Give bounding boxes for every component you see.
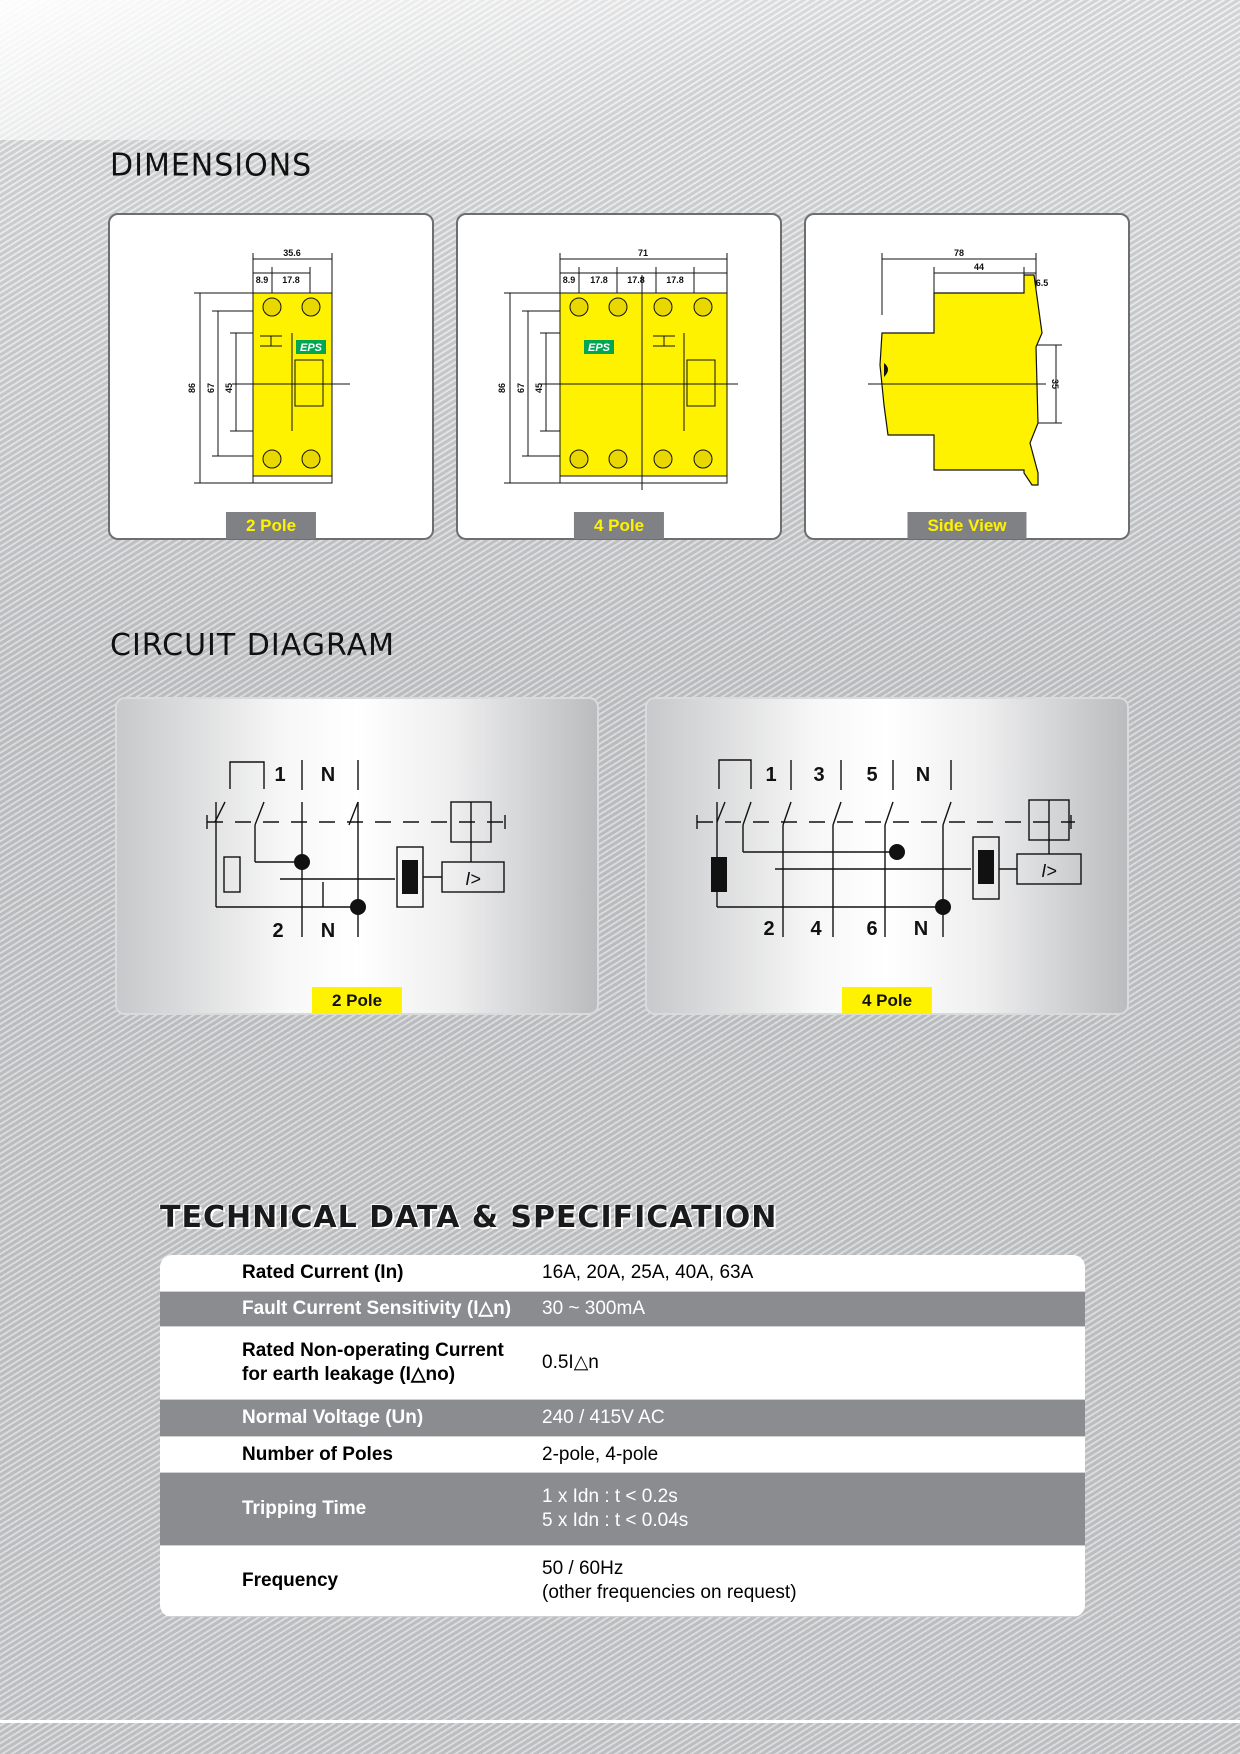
dim-height-1: 86: [497, 382, 507, 394]
spec-row: [160, 1473, 1085, 1546]
circuit-schematic-4-pole: [645, 697, 1129, 1015]
terminal-top-1: 1: [274, 764, 286, 786]
spec-key: Normal Voltage (Un): [242, 1407, 424, 1428]
circuit-label-4-pole: 4 Pole: [842, 987, 932, 1014]
spec-value-line: 2-pole, 4-pole: [542, 1443, 659, 1465]
terminal-bottom-n: N: [913, 918, 929, 940]
spec-key: Frequency: [242, 1570, 339, 1591]
terminal-bottom-4: 4: [810, 918, 822, 940]
spec-value: [542, 1443, 1085, 1467]
dim-width-total: 71: [637, 248, 649, 258]
terminal-bottom-2: 2: [763, 918, 775, 940]
spec-value-line: 1 x Idn : t < 0.2s: [542, 1486, 678, 1507]
spec-value: [542, 1351, 1085, 1375]
dim-height-2: 67: [516, 382, 526, 394]
spec-row: [160, 1255, 1085, 1292]
dim-depth-1: 44: [973, 262, 985, 272]
circuit-schematic-2-pole: [115, 697, 599, 1015]
spec-row: [160, 1327, 1085, 1400]
dim-depth: 78: [953, 248, 965, 258]
spec-value-line: 30 ~ 300mA: [542, 1298, 645, 1319]
spec-row: [160, 1400, 1085, 1437]
brand-logo: EPS: [587, 342, 611, 354]
dimension-card-4-pole: [456, 213, 782, 540]
spec-value-line: 50 / 60Hz: [542, 1558, 624, 1579]
terminal-bottom-6: 6: [866, 918, 878, 940]
terminal-top-3: 3: [813, 764, 825, 786]
circuit-label-2-pole: 2 Pole: [312, 987, 402, 1014]
dim-depth-2: 6.5: [1035, 278, 1049, 288]
dimension-drawing-2-pole: [110, 215, 436, 542]
spec-value-line: 0.5I△n: [542, 1352, 599, 1373]
spec-value-line: 16A, 20A, 25A, 40A, 63A: [542, 1262, 754, 1283]
dim-width-3: 17.8: [627, 275, 645, 285]
dim-width-1: 8.9: [562, 275, 576, 285]
dimension-label-side-view: Side View: [907, 512, 1026, 539]
dim-width-1: 8.9: [255, 275, 269, 285]
dim-width-2: 17.8: [282, 275, 300, 285]
dimension-label-2-pole: 2 Pole: [226, 512, 316, 539]
spec-row: [160, 1437, 1085, 1473]
spec-value: [542, 1557, 1085, 1605]
circuit-card-4-pole: [645, 697, 1129, 1015]
dimension-drawing-side-view: [806, 215, 1132, 542]
dim-height-2: 67: [206, 382, 216, 394]
footer-divider: [0, 1720, 1240, 1723]
dimension-drawing-4-pole: [458, 215, 784, 542]
dim-width-total: 35.6: [283, 248, 301, 258]
terminal-top-1: 1: [765, 764, 777, 786]
spec-row: [160, 1546, 1085, 1617]
spec-key: Tripping Time: [242, 1498, 367, 1519]
brand-logo: EPS: [299, 342, 323, 354]
technical-data-title: TECHNICAL DATA & SPECIFICATION: [160, 1200, 778, 1235]
dim-height-3: 45: [224, 382, 234, 394]
terminal-bottom-2: 2: [272, 920, 284, 942]
dimension-label-4-pole: 4 Pole: [574, 512, 664, 539]
background-gradient: [0, 0, 1240, 140]
dimension-card-2-pole: [108, 213, 434, 540]
trip-unit-symbol: I>: [465, 869, 481, 889]
trip-unit-symbol: I>: [1041, 861, 1057, 881]
spec-value: [542, 1261, 1085, 1285]
dim-width-4: 17.8: [666, 275, 684, 285]
circuit-card-2-pole: [115, 697, 599, 1015]
dimension-card-side-view: [804, 213, 1130, 540]
spec-key: Rated Non-operating Current for earth leakage (I△no): [242, 1340, 504, 1385]
spec-value: [542, 1485, 1085, 1533]
spec-value-line: 240 / 415V AC: [542, 1407, 665, 1428]
spec-key: Fault Current Sensitivity (I△n): [242, 1298, 512, 1319]
circuit-diagram-title: CIRCUIT DIAGRAM: [110, 628, 395, 663]
terminal-bottom-n: N: [320, 920, 336, 942]
spec-key: Rated Current (In): [242, 1262, 404, 1283]
dim-width-2: 17.8: [590, 275, 608, 285]
spec-key: Number of Poles: [242, 1443, 393, 1465]
specification-table: [160, 1255, 1085, 1617]
terminal-top-n: N: [915, 764, 931, 786]
terminal-top-n: N: [320, 764, 336, 786]
spec-value: [542, 1297, 1085, 1321]
spec-value: [542, 1406, 1085, 1430]
spec-value-line: 5 x Idn : t < 0.04s: [542, 1510, 689, 1531]
spec-value-line: (other frequencies on request): [542, 1582, 797, 1603]
dimensions-title: DIMENSIONS: [110, 147, 313, 184]
terminal-top-5: 5: [866, 764, 878, 786]
dim-height-3: 45: [534, 382, 544, 394]
spec-row: [160, 1292, 1085, 1327]
dim-rail: 35: [1050, 378, 1060, 390]
dim-height-1: 86: [187, 382, 197, 394]
